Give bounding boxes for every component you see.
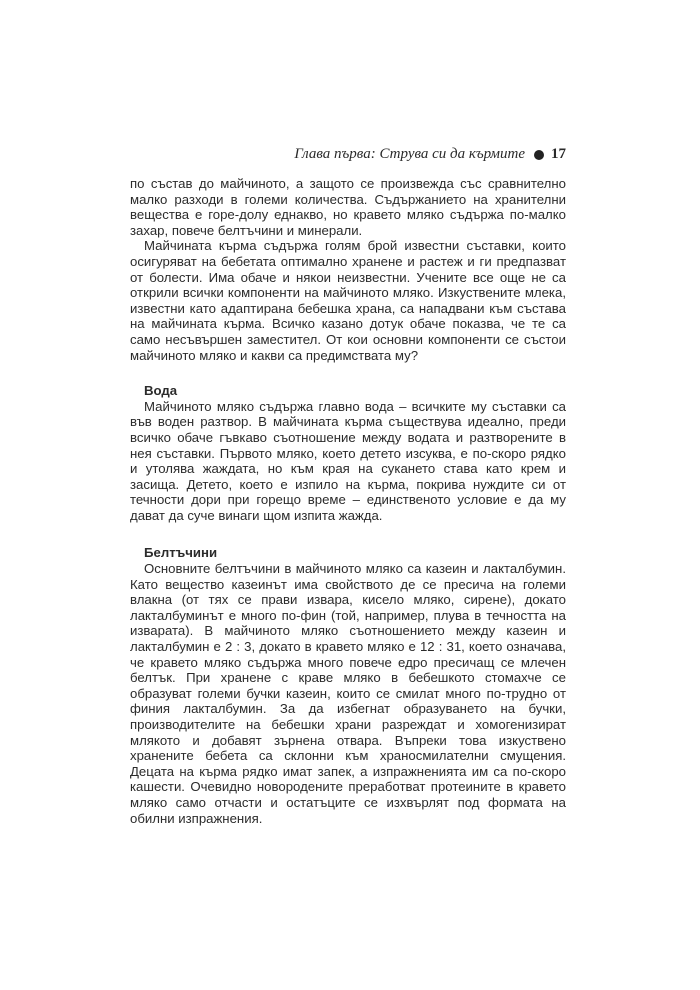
section-heading-protein: Белтъчини xyxy=(144,545,218,561)
bullet-icon xyxy=(534,150,544,160)
intro-paragraph-1: по състав до майчиното, а защото се произвежда със сравнително малко разходи в големи количества. Съдържанието на хранителни вещества е горе-долу еднакво, но кравето мляко съдържа по-малко захар, повече белтъчини и минерали. xyxy=(130,176,566,238)
water-paragraph: Майчиното мляко съдържа главно вода – всичките му съставки са във воден разтвор. В майчината кърма съществува идеално, преди всичко обаче гъвкаво съотношение между водата и разтворените в нея съставки. Първото мляко, което детето изсуква, е по-скоро рядко и утолява жаждата, но към края на сукането става като крем и засища. Детето, което е изпило на кърма, покрива нуждите си от течности дори при горещо време – единственото условие е да му дават да суче винаги щом изпита жажда. xyxy=(130,398,566,523)
intro-paragraph-2: Майчината кърма съдържа голям брой известни съставки, които осигуряват на бебетата оптимално хранене и растеж и ги предпазват от болести. Има обаче и някои неизвестни. Учените все още не са открили всички компоненти на майчиното мляко. Изкуствените млека, известни като адаптирана бебешка храна, са нападвани към състава на майчината кърма. Всичко казано дотук обаче показва, че те са само несъвършен заместител. От кои основни компоненти се състои майчиното мляко и какви са предимствата му? xyxy=(130,238,566,363)
page-number: 17 xyxy=(551,146,566,162)
protein-paragraph: Основните белтъчини в майчиното мляко са казеин и лакталбумин. Като вещество казеинът има свойството де се пресича на големи влакна (от тях се прави извара, кисело мляко, сирене), докато лактaлбуминът е много по-фин (той, например, плува в течността на изварата). В майчиното мляко съотношението между казеин и лактaлбумин е 2 : 3, докато в кравето мляко е 12 : 31, което означава, че кравето мляко съдържа много повече едро пресичащ се млечен белтък. При хранене с краве мляко в бебешкото стомахче се образуват големи бучки казеин, които се смилат много по-трудно от финия лактaлбумин. За да избегнат образуването на бучки, производителите на бебешки храни разреждат и хомогенизират млякото и добавят зърнена отвара. Въпреки това изкуствено хранените бебета са склонни към храносмилателни смущения. Децата на кърма рядко имат запек, а изпражненията им са по-скоро кашести. Очевидно новородените преработват протеините в кравето мляко само отчасти и остатъците се изхвърлят под формата на обилни изпражнения. xyxy=(130,561,566,826)
page-body xyxy=(130,176,566,826)
chapter-title: Глава първа: Струва си да кърмите xyxy=(294,146,525,162)
running-header xyxy=(130,146,566,163)
section-heading-water: Вода xyxy=(144,383,178,399)
